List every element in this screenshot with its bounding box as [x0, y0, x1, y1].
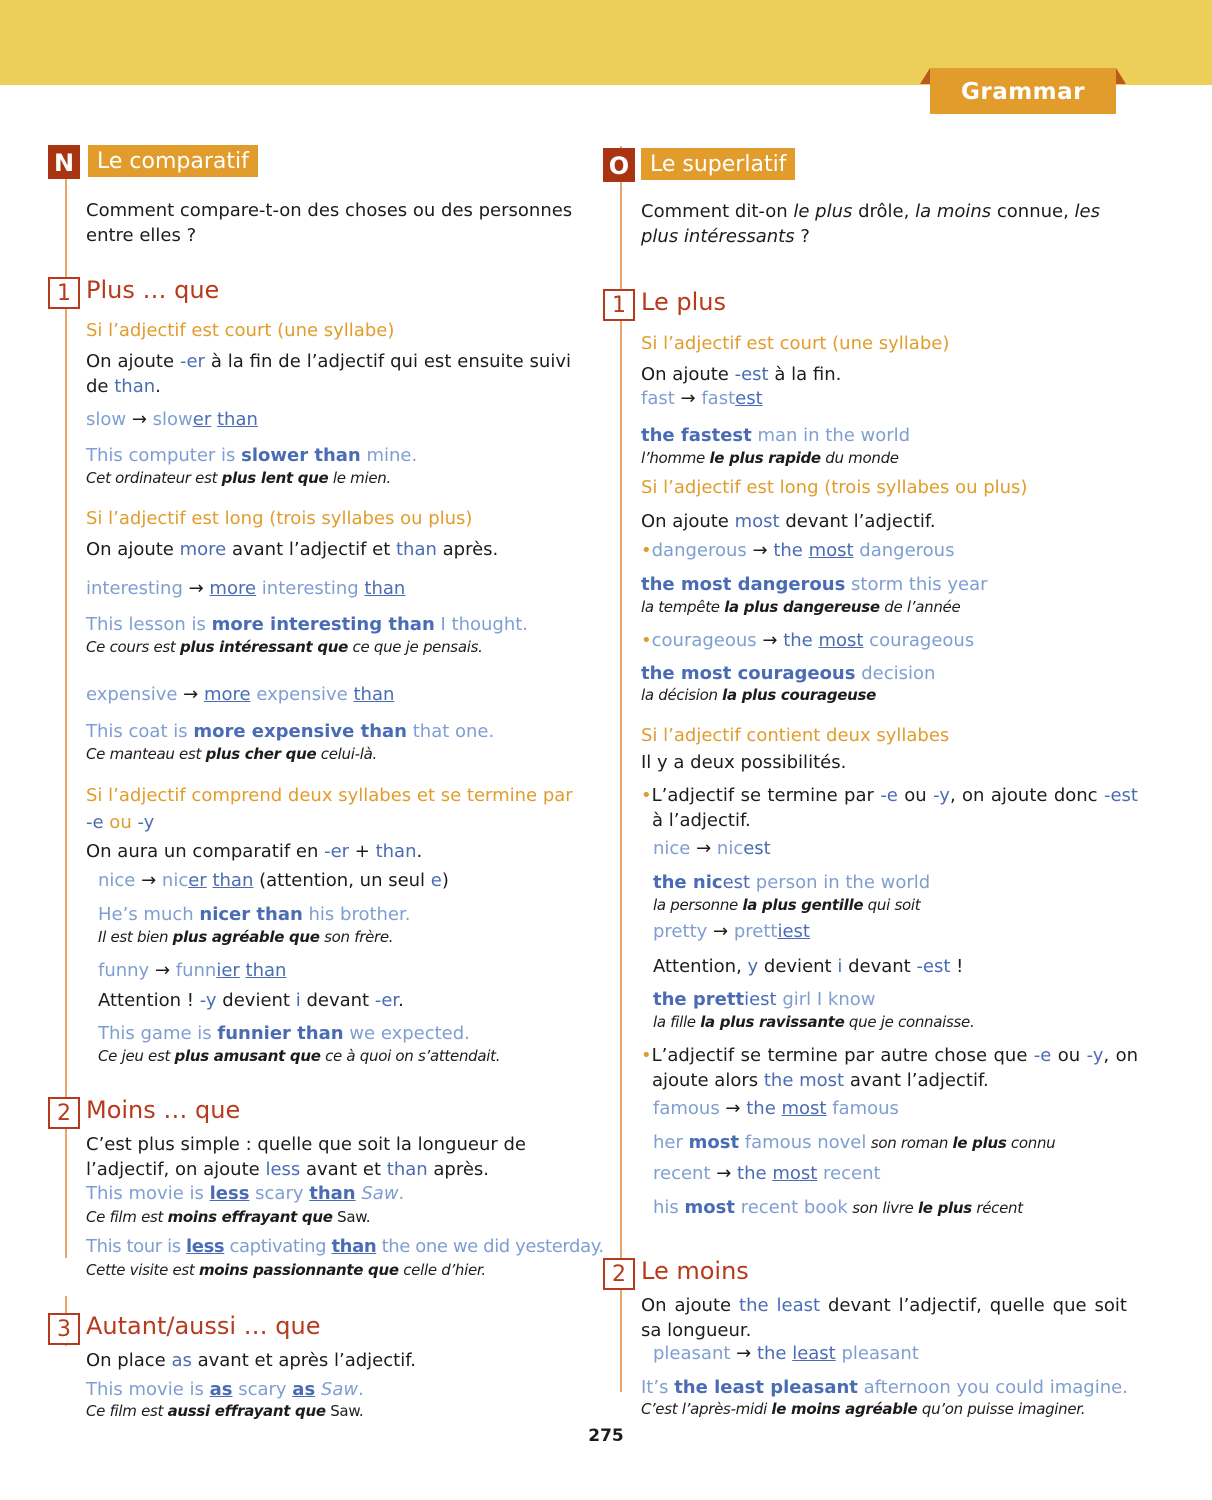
translation: la décision la plus courageuse	[641, 686, 877, 704]
rule-heading: Si l’adjectif est long (trois syllabes ou plus)	[641, 477, 1028, 498]
subsection-title: Le plus	[641, 288, 726, 316]
example-sentence: This game is funnier than we expected.	[98, 1023, 470, 1044]
right-guide-line	[620, 146, 622, 1392]
subsection-title: Plus … que	[86, 276, 220, 304]
subsection-number: 1	[603, 289, 635, 321]
example-sentence: the most dangerous storm this year	[641, 574, 988, 595]
bullet-rule: •L’adjectif se termine par -e ou -y, on ajoute donc -est à l’adjectif.	[641, 785, 1138, 831]
rule-heading: Si l’adjectif est court (une syllabe)	[641, 333, 950, 354]
translation: C’est l’après-midi le moins agréable qu’on puisse imaginer.	[641, 1400, 1086, 1418]
subsection-number: 1	[48, 277, 80, 309]
attention-note: Attention ! -y devient i devant -er.	[98, 990, 404, 1011]
example-sentence: This tour is less captivating than the one we did yesterday.	[86, 1236, 604, 1257]
example-line: famous → the most famous	[653, 1098, 899, 1119]
example-sentence: the most courageous decision	[641, 663, 936, 684]
example-sentence: the prettiest girl I know	[653, 989, 876, 1010]
section-title-comparatif: Le comparatif	[88, 145, 258, 177]
rule-text: Il y a deux possibilités.	[641, 752, 847, 773]
example-sentence: This coat is more expensive than that one.	[86, 721, 495, 742]
example-line: •dangerous → the most dangerous	[641, 540, 955, 561]
tab-ear-right	[1116, 68, 1126, 84]
rule-text: On ajoute more avant l’adjectif et than après.	[86, 539, 499, 560]
rule-heading: Si l’adjectif est long (trois syllabes ou plus)	[86, 508, 473, 529]
example-line: fast → fastest	[641, 388, 763, 409]
example-sentence: This computer is slower than mine.	[86, 445, 418, 466]
example-sentence: It’s the least pleasant afternoon you could imagine.	[641, 1377, 1128, 1398]
translation: la tempête la plus dangereuse de l’année	[641, 598, 961, 616]
subsection-number: 3	[48, 1313, 80, 1345]
example-line: nice → nicest	[653, 838, 771, 859]
rule-text: On ajoute most devant l’adjectif.	[641, 511, 936, 532]
translation: la personne la plus gentille qui soit	[653, 896, 921, 914]
example-line: funny → funnier than	[98, 960, 287, 981]
translation: Ce manteau est plus cher que celui-là.	[86, 745, 377, 763]
translation: Cette visite est moins passionnante que celle d’hier.	[86, 1261, 486, 1279]
rule-text: On ajoute -est à la fin.	[641, 364, 842, 385]
translation: Cet ordinateur est plus lent que le mien.	[86, 469, 391, 487]
example-line: •courageous → the most courageous	[641, 630, 975, 651]
example-sentence: the fastest man in the world	[641, 425, 911, 446]
example-line: pretty → prettiest	[653, 921, 810, 942]
example-sentence: his most recent book son livre le plus récent	[653, 1197, 1023, 1218]
example-sentence: This movie is as scary as Saw.	[86, 1379, 364, 1400]
section-letter-n: N	[48, 145, 80, 179]
translation: Ce film est aussi effrayant que Saw.	[86, 1402, 364, 1420]
rule-text: On place as avant et après l’adjectif.	[86, 1350, 416, 1371]
example-sentence: This lesson is more interesting than I thought.	[86, 614, 529, 635]
subsection-title: Le moins	[641, 1257, 749, 1285]
example-line: interesting → more interesting than	[86, 578, 406, 599]
rule-text: On ajoute -er à la fin de l’adjectif qui est ensuite suivi de than.	[86, 351, 571, 397]
translation: Ce jeu est plus amusant que ce à quoi on s’attendait.	[98, 1047, 501, 1065]
example-line: slow → slower than	[86, 409, 258, 430]
translation: l’homme le plus rapide du monde	[641, 449, 899, 467]
example-line: pleasant → the least pleasant	[653, 1343, 919, 1364]
translation: Ce cours est plus intéressant que ce que je pensais.	[86, 638, 483, 656]
right-intro: Comment dit-on le plus drôle, la moins connue, les plus intéressants ?	[641, 201, 1100, 247]
example-line: expensive → more expensive than	[86, 684, 395, 705]
subsection-number: 2	[48, 1097, 80, 1129]
attention-note: Attention, y devient i devant -est !	[653, 956, 964, 977]
rule-text: C’est plus simple : quelle que soit la longueur de l’adjectif, on ajoute less avant et than après.	[86, 1134, 526, 1180]
rule-text: On aura un comparatif en -er + than.	[86, 841, 423, 862]
bullet-rule: •L’adjectif se termine par autre chose que -e ou -y, on ajoute alors the most avant l’adjectif.	[641, 1045, 1138, 1091]
left-guide-line	[65, 178, 67, 1258]
rule-heading: Si l’adjectif est court (une syllabe)	[86, 320, 395, 341]
grammar-tab: Grammar	[930, 68, 1116, 114]
subsection-title: Autant/aussi … que	[86, 1312, 321, 1340]
tab-ear-left	[920, 68, 930, 84]
example-sentence: He’s much nicer than his brother.	[98, 904, 411, 925]
subsection-title: Moins … que	[86, 1096, 241, 1124]
subsection-number: 2	[603, 1258, 635, 1290]
section-title-superlatif: Le superlatif	[641, 148, 795, 180]
example-line: nice → nicer than (attention, un seul e)	[98, 870, 449, 891]
section-letter-o: O	[603, 148, 635, 182]
rule-heading: Si l’adjectif contient deux syllabes	[641, 725, 950, 746]
translation: Ce film est moins effrayant que Saw.	[86, 1208, 371, 1226]
left-intro: Comment compare-t-on des choses ou des personnes entre elles ?	[86, 200, 573, 246]
rule-text: On ajoute the least devant l’adjectif, quelle que soit sa longueur.	[641, 1295, 1127, 1341]
example-line: recent → the most recent	[653, 1163, 881, 1184]
rule-heading: Si l’adjectif comprend deux syllabes et se termine par -e ou -y	[86, 785, 573, 833]
example-sentence: This movie is less scary than Saw.	[86, 1183, 405, 1204]
translation: Il est bien plus agréable que son frère.	[98, 928, 394, 946]
example-sentence: the nicest person in the world	[653, 872, 931, 893]
example-sentence: her most famous novel son roman le plus connu	[653, 1132, 1056, 1153]
translation: la fille la plus ravissante que je connaisse.	[653, 1013, 975, 1031]
page-number: 275	[588, 1426, 624, 1446]
